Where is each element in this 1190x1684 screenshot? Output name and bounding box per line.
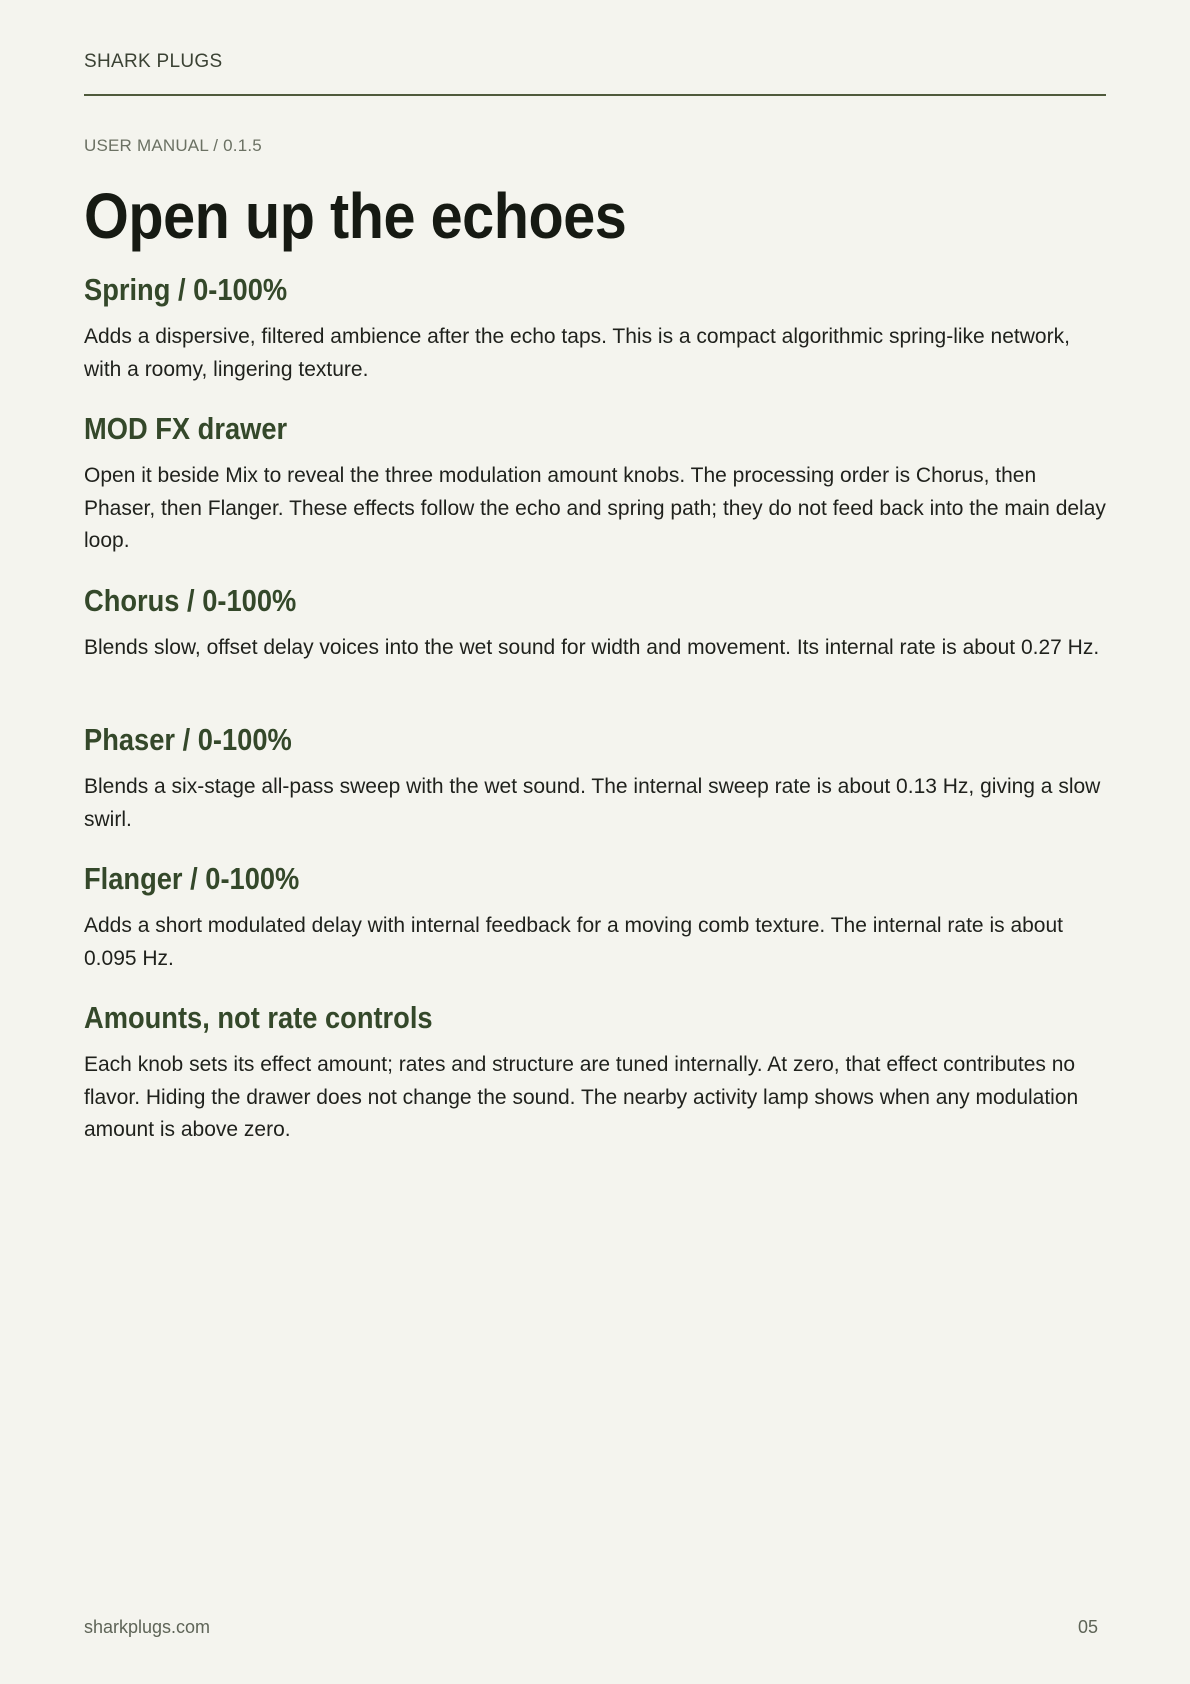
section-chorus — [84, 579, 1110, 665]
page-title: Open up the echoes — [84, 180, 627, 252]
page-number: 05 — [1077, 1617, 1098, 1637]
section-heading: Phaser / 0-100% — [84, 722, 292, 757]
section-body: Adds a dispersive, filtered ambience after the echo taps. This is a compact algorithmic spring-like network, with a roomy, lingering texture. — [84, 325, 1070, 381]
section-heading: Chorus / 0-100% — [84, 583, 297, 618]
brand-name: SHARK PLUGS — [84, 51, 223, 72]
section-heading: MOD FX drawer — [84, 411, 288, 446]
section-heading: Flanger / 0-100% — [84, 861, 300, 896]
header-divider — [84, 94, 1106, 96]
footer-website-link[interactable]: sharkplugs.com — [84, 1617, 211, 1637]
section-body: Blends a six-stage all-pass sweep with the wet sound. The internal sweep rate is about 0.13 Hz, giving a slow swirl. — [84, 775, 1101, 831]
section-flanger — [84, 857, 1110, 975]
section-body: Adds a short modulated delay with internal feedback for a moving comb texture. The internal rate is about 0.095 Hz. — [84, 914, 1063, 970]
section-body: Each knob sets its effect amount; rates and structure are tuned internally. At zero, that effect contributes no flavor. Hiding the drawer does not change the sound. The nearby activity lamp shows when any modulation amount is above zero. — [84, 1053, 1079, 1141]
section-heading: Amounts, not rate controls — [84, 1000, 433, 1035]
section-amounts — [84, 996, 1110, 1147]
section-mod-fx-drawer — [84, 407, 1110, 558]
section-phaser — [84, 718, 1110, 836]
section-spring — [84, 268, 1110, 386]
section-heading: Spring / 0-100% — [84, 272, 288, 307]
section-body: Open it beside Mix to reveal the three modulation amount knobs. The processing order is Chorus, then Phaser, then Flanger. These effects follow the echo and spring path; they do not feed back into the main delay loop. — [84, 464, 1106, 552]
manual-version-label: USER MANUAL / 0.1.5 — [84, 136, 262, 155]
section-body: Blends slow, offset delay voices into the wet sound for width and movement. Its internal rate is about 0.27 Hz. — [84, 636, 1100, 659]
